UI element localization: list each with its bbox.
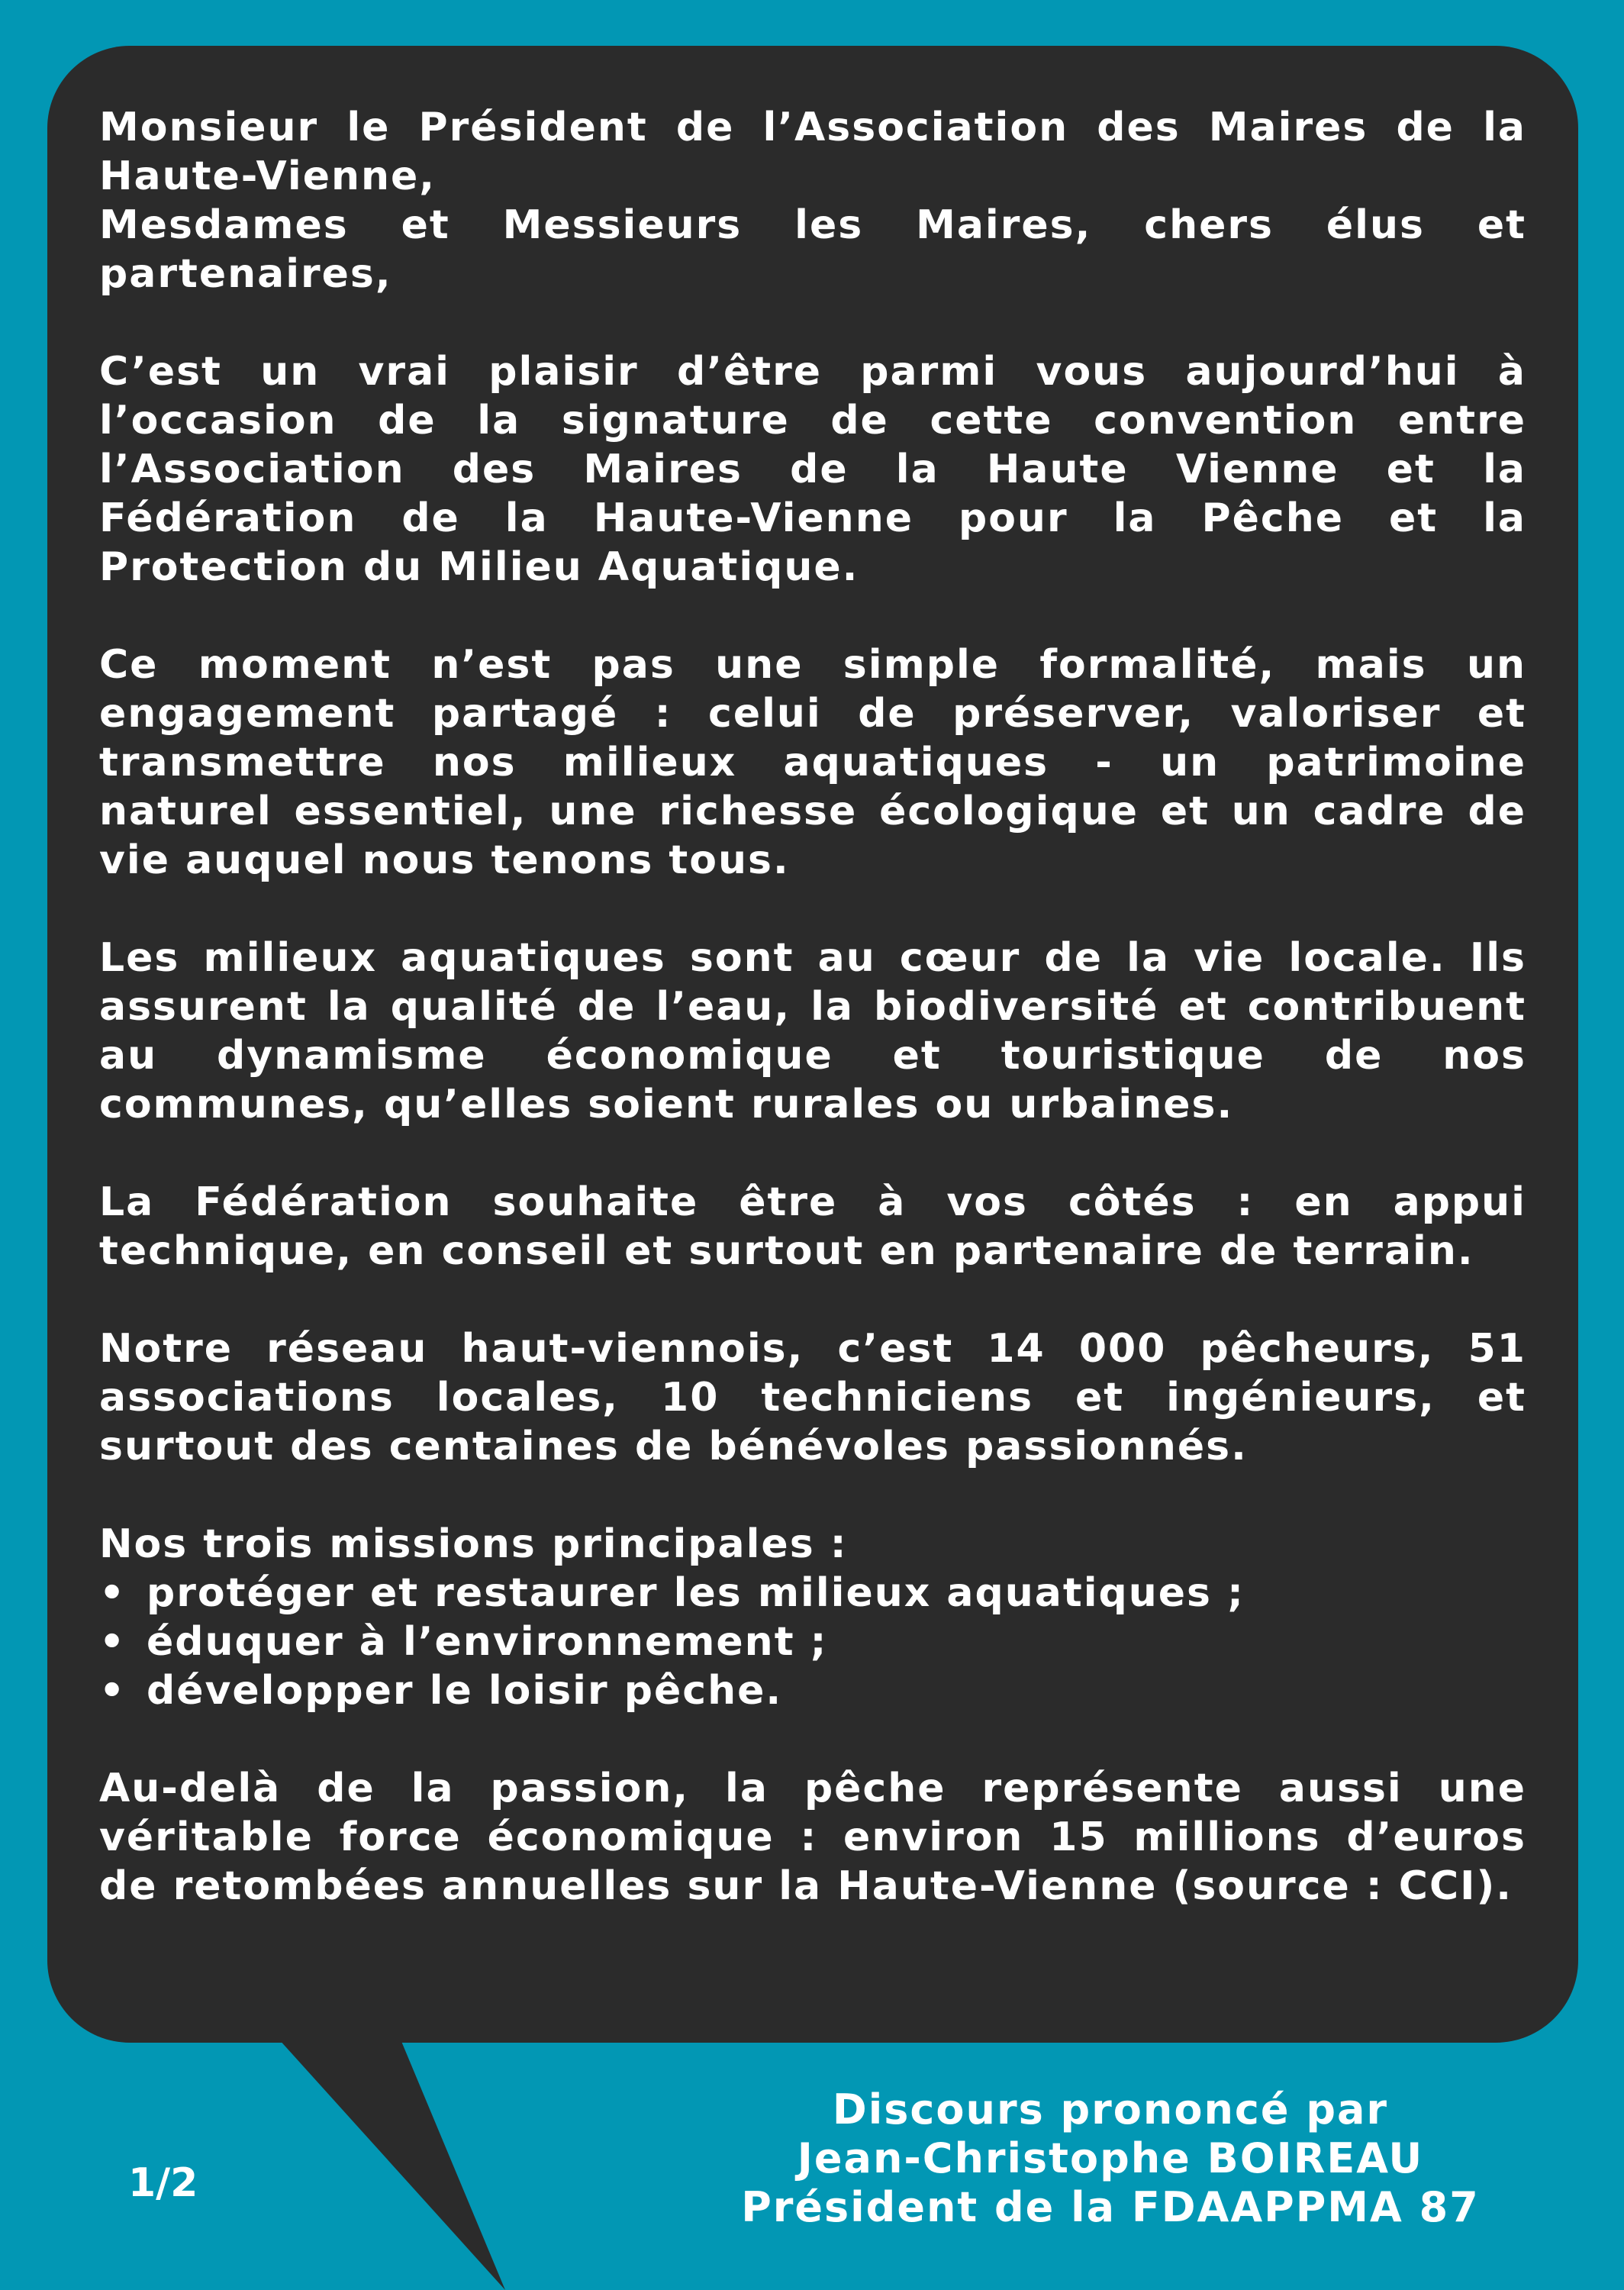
paragraph: La Fédération souhaite être à vos côtés : en appui technique, en conseil et surtout en partenaire de terrain. bbox=[99, 1179, 1526, 1274]
paragraph: Au-delà de la passion, la pêche représente aussi une véritable force économique : environ 15 millions d’euros de retombées annuelles sur la Haute-Vienne (source : CCI). bbox=[99, 1766, 1526, 1909]
mission-item bbox=[99, 1666, 1526, 1715]
salutation bbox=[99, 103, 1526, 298]
speech-text bbox=[99, 103, 1526, 1911]
page-number: 1/2 bbox=[128, 2160, 198, 2206]
speech-bubble bbox=[47, 46, 1578, 2043]
paragraph: Les milieux aquatiques sont au cœur de la vie locale. Ils assurent la qualité de l’eau, la biodiversité et contribuent au dynamisme économique et touristique de nos communes, qu’elles soient rurales ou urbaines. bbox=[99, 935, 1526, 1127]
paragraph: C’est un vrai plaisir d’être parmi vous aujourd’hui à l’occasion de la signature de cette convention entre l’Association des Maires de la Haute Vienne et la Fédération de la Haute-Vienne pour la Pêche et la Protection du Milieu Aquatique. bbox=[99, 349, 1526, 590]
signature-intro: Discours prononcé par bbox=[832, 2085, 1389, 2134]
mission-item bbox=[99, 1569, 1526, 1618]
bullet-icon: • bbox=[99, 1668, 127, 1714]
salutation-line: Mesdames et Messieurs les Maires, chers élus et partenaires, bbox=[99, 202, 1526, 297]
paragraph: Notre réseau haut-viennois, c’est 14 000 pêcheurs, 51 associations locales, 10 techniciens et ingénieurs, et surtout des centaines de bénévoles passionnés. bbox=[99, 1326, 1526, 1469]
speaker-name: Jean-Christophe BOIREAU bbox=[797, 2134, 1424, 2182]
mission-text: protéger et restaurer les milieux aquatiques ; bbox=[147, 1570, 1245, 1616]
signature-block bbox=[687, 2085, 1534, 2232]
bullet-icon: • bbox=[99, 1619, 127, 1665]
paragraph: Ce moment n’est pas une simple formalité, mais un engagement partagé : celui de préserver, valoriser et transmettre nos milieux aquatiques - un patrimoine naturel essentiel, une richesse écologique et un cadre de vie auquel nous tenons tous. bbox=[99, 642, 1526, 883]
mission-text: développer le loisir pêche. bbox=[147, 1668, 783, 1714]
salutation-line: Monsieur le Président de l’Association des Maires de la Haute-Vienne, bbox=[99, 105, 1526, 199]
missions-title: Nos trois missions principales : bbox=[99, 1521, 848, 1567]
missions-section bbox=[99, 1520, 1526, 1715]
missions-list bbox=[99, 1569, 1526, 1715]
speaker-title: Président de la FDAAPPMA 87 bbox=[741, 2183, 1480, 2231]
mission-item bbox=[99, 1618, 1526, 1666]
bullet-icon: • bbox=[99, 1570, 127, 1616]
mission-text: éduquer à l’environnement ; bbox=[147, 1619, 828, 1665]
